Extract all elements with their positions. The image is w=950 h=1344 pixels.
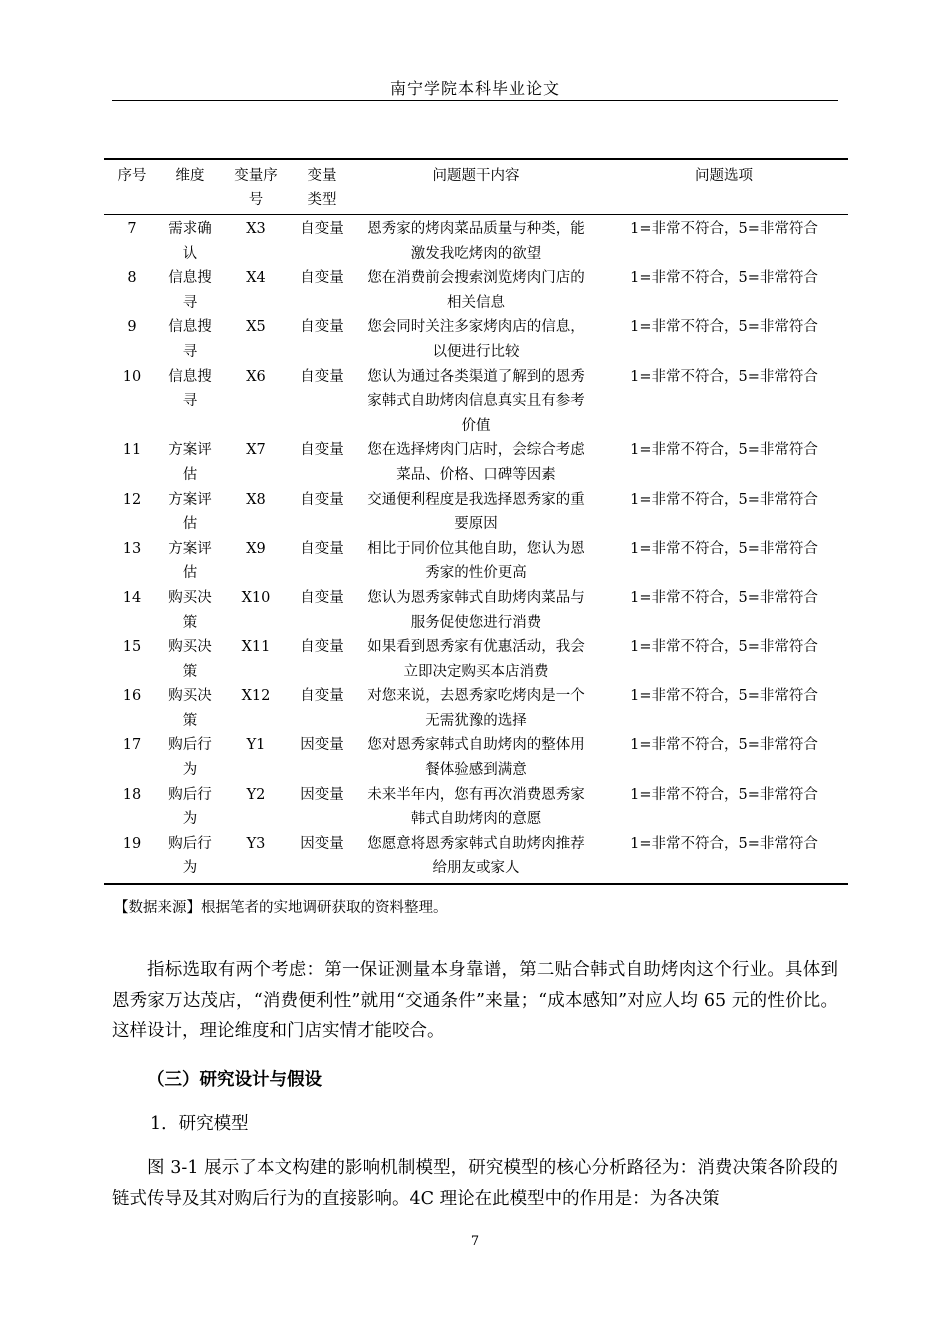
cell-dimension: 购后行为 [168, 737, 212, 779]
questionnaire-table [104, 158, 848, 885]
cell-variable-no: Y2 [246, 786, 266, 803]
cell-question: 您认为通过各类渠道了解到的恩秀家韩式自助烤肉信息真实且有参考价值 [367, 368, 585, 434]
cell-question: 您会同时关注多家烤肉店的信息，以便进行比较 [367, 319, 585, 360]
table-row [104, 315, 848, 364]
data-source-note: 【数据来源】根据笔者的实地调研获取的资料整理。 [114, 900, 448, 916]
cell-dimension: 信息搜寻 [168, 368, 212, 410]
cell-no: 8 [127, 270, 137, 287]
cell-dimension: 信息搜寻 [168, 270, 212, 311]
table-row [104, 635, 848, 684]
cell-variable-type: 自变量 [300, 368, 344, 385]
cell-variable-type: 自变量 [300, 221, 344, 237]
cell-question: 您认为恩秀家韩式自助烤肉菜品与服务促使您进行消费 [367, 589, 585, 631]
table-row [104, 684, 848, 733]
cell-no: 9 [127, 319, 137, 336]
table-row [104, 832, 848, 884]
cell-variable-type: 自变量 [300, 491, 344, 508]
cell-variable-no: X7 [246, 442, 266, 459]
table-row [104, 438, 848, 487]
cell-variable-no: Y3 [220, 832, 292, 884]
col-header-no: 序号 [104, 159, 160, 215]
cell-dimension: 方案评估 [168, 442, 212, 483]
cell-question: 恩秀家的烤肉菜品质量与种类，能激发我吃烤肉的欲望 [367, 221, 585, 262]
cell-variable-no: X8 [246, 491, 266, 508]
cell-question: 您愿意将恩秀家韩式自助烤肉推荐给朋友或家人 [352, 832, 600, 884]
page-number: 7 [470, 1234, 480, 1249]
cell-no: 10 [122, 368, 142, 385]
section-heading: （三）研究设计与假设 [147, 1070, 322, 1090]
cell-variable-type: 自变量 [300, 589, 344, 606]
table-row [104, 215, 848, 267]
body-paragraph-model: 图 3-1 展示了本文构建的影响机制模型，研究模型的核心分析路径为：消费决策各阶段的链式传导及其对购后行为的直接影响。4C 理论在此模型中的作用是：为各决策 [112, 1158, 838, 1209]
cell-no: 12 [122, 491, 142, 508]
cell-dimension: 购买决策 [168, 639, 212, 680]
cell-variable-type: 自变量 [300, 688, 344, 705]
cell-variable-no: X5 [246, 319, 266, 336]
cell-variable-type: 自变量 [300, 270, 344, 287]
cell-variable-no: X4 [246, 270, 266, 287]
cell-options: 1=非常不符合，5=非常符合 [630, 786, 818, 803]
cell-question: 您在选择烤肉门店时，会综合考虑菜品、价格、口碑等因素 [367, 442, 585, 483]
cell-options: 1=非常不符合，5=非常符合 [630, 540, 818, 557]
cell-variable-type: 因变量 [292, 832, 352, 884]
col-header-variable-no: 变量序号 [220, 159, 292, 215]
cell-question: 如果看到恩秀家有优惠活动，我会立即决定购买本店消费 [367, 639, 585, 680]
page-header: 南宁学院本科毕业论文 [389, 79, 560, 98]
cell-question: 未来半年内，您有再次消费恩秀家韩式自助烤肉的意愿 [367, 786, 585, 828]
cell-no: 19 [104, 832, 160, 884]
cell-variable-type: 因变量 [300, 737, 344, 754]
cell-dimension: 购后行为 [160, 832, 220, 884]
cell-dimension: 购后行为 [168, 786, 212, 828]
table-row [104, 733, 848, 782]
cell-question: 相比于同价位其他自助，您认为恩秀家的性价更高 [367, 540, 585, 582]
cell-options: 1=非常不符合，5=非常符合 [630, 688, 818, 705]
col-header-options: 问题选项 [600, 159, 848, 215]
cell-variable-no: Y1 [246, 737, 266, 754]
cell-dimension: 信息搜寻 [168, 319, 212, 360]
table-row [104, 586, 848, 635]
cell-options: 1=非常不符合，5=非常符合 [630, 319, 818, 336]
cell-no: 16 [122, 688, 142, 705]
cell-options: 1=非常不符合，5=非常符合 [630, 442, 818, 459]
cell-no: 17 [122, 737, 142, 754]
header-rule [112, 100, 838, 101]
cell-options: 1=非常不符合，5=非常符合 [630, 737, 818, 754]
cell-variable-type: 自变量 [300, 442, 344, 459]
cell-no: 7 [127, 221, 137, 237]
cell-variable-no: X6 [246, 368, 266, 385]
cell-options: 1=非常不符合，5=非常符合 [600, 832, 848, 884]
col-header-variable-type: 变量类型 [292, 159, 352, 215]
cell-dimension: 需求确认 [168, 221, 212, 262]
questionnaire-table-container [104, 158, 848, 885]
col-header-question: 问题题干内容 [352, 159, 600, 215]
cell-options: 1=非常不符合，5=非常符合 [630, 270, 818, 287]
cell-no: 13 [122, 540, 142, 557]
table-body [104, 215, 848, 885]
subsection-heading: 1．研究模型 [150, 1114, 249, 1134]
cell-variable-no: X12 [241, 688, 271, 705]
cell-options: 1=非常不符合，5=非常符合 [630, 368, 818, 385]
cell-question: 对您来说，去恩秀家吃烤肉是一个无需犹豫的选择 [367, 688, 585, 729]
table-row [104, 266, 848, 315]
cell-options: 1=非常不符合，5=非常符合 [630, 491, 818, 508]
cell-options: 1=非常不符合，5=非常符合 [630, 221, 818, 237]
cell-variable-type: 自变量 [300, 540, 344, 557]
cell-dimension: 购买决策 [168, 688, 212, 729]
cell-no: 15 [122, 639, 142, 656]
cell-options: 1=非常不符合，5=非常符合 [630, 639, 818, 656]
cell-variable-type: 因变量 [300, 786, 344, 803]
cell-no: 11 [122, 442, 142, 459]
cell-no: 18 [122, 786, 142, 803]
cell-question: 交通便利程度是我选择恩秀家的重要原因 [367, 491, 585, 533]
cell-variable-type: 自变量 [300, 319, 344, 336]
cell-variable-no: X3 [246, 221, 266, 237]
table-row [104, 537, 848, 586]
cell-variable-type: 自变量 [300, 639, 344, 656]
table-row [104, 783, 848, 832]
cell-question: 您在消费前会搜索浏览烤肉门店的相关信息 [367, 270, 585, 311]
cell-variable-no: X9 [246, 540, 266, 557]
table-row [104, 365, 848, 439]
cell-variable-no: X10 [241, 589, 271, 606]
cell-question: 您对恩秀家韩式自助烤肉的整体用餐体验感到满意 [367, 737, 585, 779]
body-paragraph: 指标选取有两个考虑：第一保证测量本身靠谱，第二贴合韩式自助烤肉这个行业。具体到恩秀家万达茂店，“消费便利性”就用“交通条件”来量；“成本感知”对应人均 65 元的性价比。这样设计，理论维度和门店实情才能咬合。 [112, 960, 838, 1041]
cell-dimension: 购买决策 [168, 589, 212, 631]
cell-dimension: 方案评估 [168, 540, 212, 582]
col-header-dimension: 维度 [160, 159, 220, 215]
cell-options: 1=非常不符合，5=非常符合 [630, 589, 818, 606]
table-row [104, 488, 848, 537]
cell-no: 14 [122, 589, 142, 606]
table-header-row [104, 159, 848, 215]
cell-variable-no: X11 [241, 639, 271, 656]
cell-dimension: 方案评估 [168, 491, 212, 533]
